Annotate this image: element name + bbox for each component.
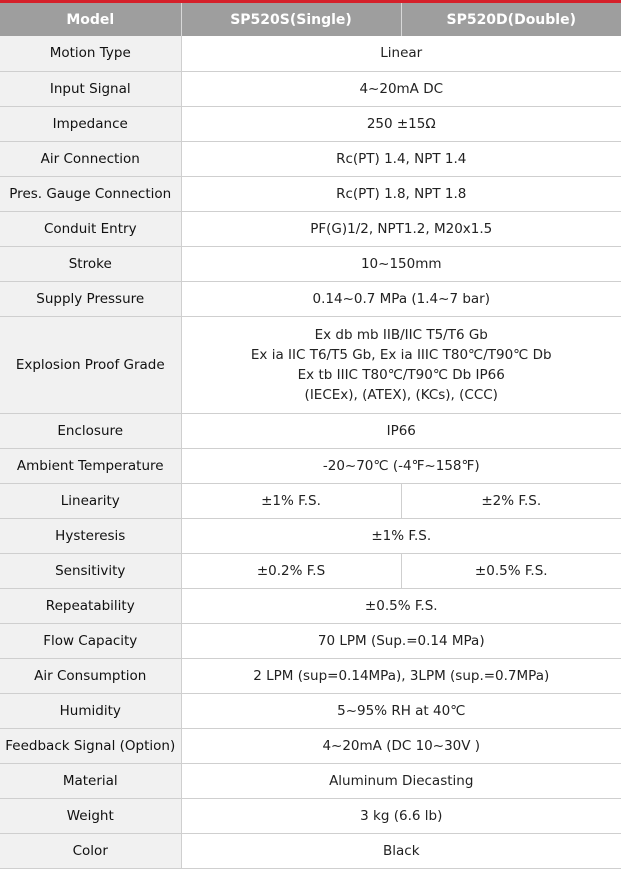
row-value: IP66 <box>181 413 621 448</box>
row-value: Linear <box>181 36 621 71</box>
row-stroke <box>0 246 621 281</box>
row-value-double: ±0.5% F.S. <box>401 553 621 588</box>
row-value: 4~20mA DC <box>181 71 621 106</box>
row-color <box>0 833 621 868</box>
row-label: Conduit Entry <box>0 211 181 246</box>
row-value-multiline <box>181 316 621 413</box>
row-value: 4~20mA (DC 10~30V ) <box>181 728 621 763</box>
row-value: -20~70℃ (-4℉~158℉) <box>181 448 621 483</box>
header-row <box>0 3 621 36</box>
row-label: Motion Type <box>0 36 181 71</box>
value-line: (IECEx), (ATEX), (KCs), (CCC) <box>304 386 498 403</box>
row-weight <box>0 798 621 833</box>
row-label: Enclosure <box>0 413 181 448</box>
spec-table <box>0 3 621 869</box>
row-label: Air Consumption <box>0 658 181 693</box>
row-label: Color <box>0 833 181 868</box>
row-value: Aluminum Diecasting <box>181 763 621 798</box>
row-material <box>0 763 621 798</box>
row-value: ±0.5% F.S. <box>181 588 621 623</box>
row-label: Humidity <box>0 693 181 728</box>
row-label: Ambient Temperature <box>0 448 181 483</box>
row-value-double: ±2% F.S. <box>401 483 621 518</box>
row-value: 0.14~0.7 MPa (1.4~7 bar) <box>181 281 621 316</box>
row-air-consumption <box>0 658 621 693</box>
row-label: Explosion Proof Grade <box>0 316 181 413</box>
row-repeatability <box>0 588 621 623</box>
row-label: Linearity <box>0 483 181 518</box>
row-label: Repeatability <box>0 588 181 623</box>
row-pres-gauge-connection <box>0 176 621 211</box>
row-value: 70 LPM (Sup.=0.14 MPa) <box>181 623 621 658</box>
value-line: Ex tb IIIC T80℃/T90℃ Db IP66 <box>297 366 505 383</box>
row-value-single: ±1% F.S. <box>181 483 401 518</box>
row-value-single: ±0.2% F.S <box>181 553 401 588</box>
row-value: 10~150mm <box>181 246 621 281</box>
row-label: Pres. Gauge Connection <box>0 176 181 211</box>
row-linearity <box>0 483 621 518</box>
row-air-connection <box>0 141 621 176</box>
row-label: Flow Capacity <box>0 623 181 658</box>
row-label: Stroke <box>0 246 181 281</box>
row-value: Rc(PT) 1.8, NPT 1.8 <box>181 176 621 211</box>
row-label: Feedback Signal (Option) <box>0 728 181 763</box>
row-sensitivity <box>0 553 621 588</box>
row-conduit-entry <box>0 211 621 246</box>
row-feedback-signal <box>0 728 621 763</box>
value-line: Ex ia IIC T6/T5 Gb, Ex ia IIIC T80℃/T90℃ Db <box>250 346 552 363</box>
row-label: Air Connection <box>0 141 181 176</box>
row-enclosure <box>0 413 621 448</box>
row-motion-type <box>0 36 621 71</box>
header-model: Model <box>0 3 181 36</box>
row-value: 250 ±15Ω <box>181 106 621 141</box>
row-value: Black <box>181 833 621 868</box>
value-line: Ex db mb IIB/IIC T5/T6 Gb <box>314 326 488 343</box>
row-label: Supply Pressure <box>0 281 181 316</box>
row-input-signal <box>0 71 621 106</box>
row-label: Material <box>0 763 181 798</box>
row-supply-pressure <box>0 281 621 316</box>
row-ambient-temperature <box>0 448 621 483</box>
row-impedance <box>0 106 621 141</box>
row-label: Hysteresis <box>0 518 181 553</box>
row-label: Impedance <box>0 106 181 141</box>
row-value: 3 kg (6.6 lb) <box>181 798 621 833</box>
row-value: Rc(PT) 1.4, NPT 1.4 <box>181 141 621 176</box>
row-label: Sensitivity <box>0 553 181 588</box>
row-label: Input Signal <box>0 71 181 106</box>
row-value: PF(G)1/2, NPT1.2, M20x1.5 <box>181 211 621 246</box>
row-explosion-proof-grade <box>0 316 621 413</box>
row-label: Weight <box>0 798 181 833</box>
row-flow-capacity <box>0 623 621 658</box>
row-hysteresis <box>0 518 621 553</box>
header-single: SP520S(Single) <box>181 3 401 36</box>
row-value: 5~95% RH at 40℃ <box>181 693 621 728</box>
row-value: 2 LPM (sup=0.14MPa), 3LPM (sup.=0.7MPa) <box>181 658 621 693</box>
row-value: ±1% F.S. <box>181 518 621 553</box>
header-double: SP520D(Double) <box>401 3 621 36</box>
row-humidity <box>0 693 621 728</box>
